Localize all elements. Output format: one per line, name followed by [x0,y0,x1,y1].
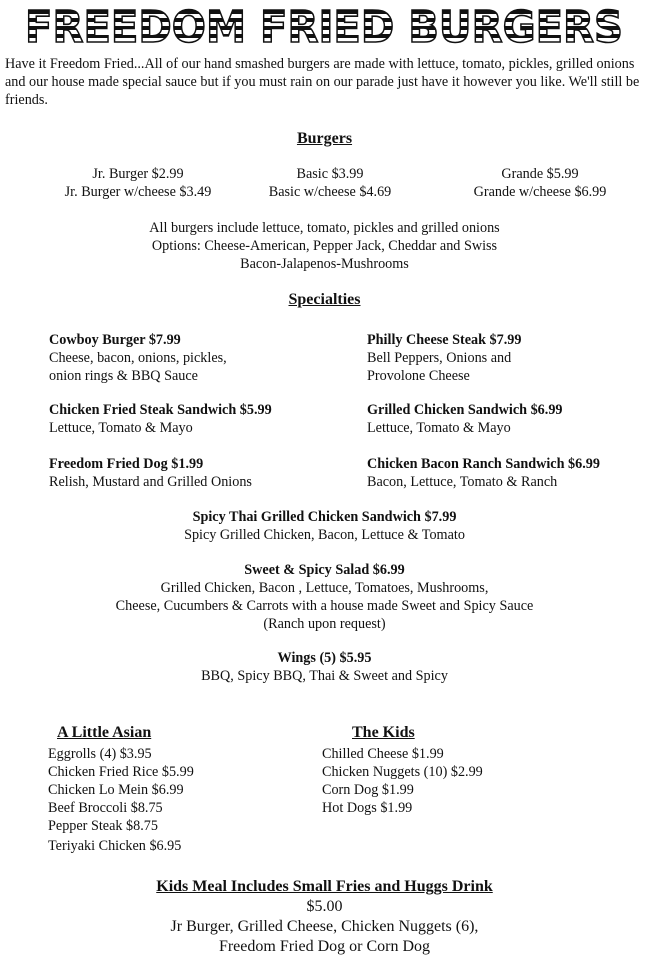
item-desc: Provolone Cheese [367,368,470,384]
list-item: Chicken Lo Mein $6.99 [48,782,184,798]
specialty-salad [0,561,649,633]
title-banner [0,2,649,48]
item-name: Wings (5) $5.95 [277,650,372,666]
item-desc: Spicy Grilled Chicken, Bacon, Lettuce & Tomato [184,527,465,543]
intro-text: Have it Freedom Fried...All of our hand smashed burgers are made with lettuce, tomato, pickles, grilled onions and our house made special sauce but if you must rain on our parade just have it however you like. We'll still be friends. [5,56,640,108]
item-desc: Cheese, Cucumbers & Carrots with a house made Sweet and Spicy Sauce [115,598,534,614]
menu-item: Grande w/cheese $6.99 [473,184,607,200]
list-item: Teriyaki Chicken $6.95 [48,838,182,854]
item-name: Chicken Bacon Ranch Sandwich $6.99 [367,456,600,472]
item-name: Grilled Chicken Sandwich $6.99 [367,402,563,418]
burgers-options: Options: Cheese-American, Pepper Jack, Cheddar and Swiss [151,238,498,254]
list-item: Hot Dogs $1.99 [322,800,413,816]
burgers-options-extra: Bacon-Jalapenos-Mushrooms [240,256,409,272]
menu-item: Jr. Burger $2.99 [92,166,184,182]
specialty-wings [0,649,649,685]
menu-item: Grande $5.99 [501,166,579,182]
kids-heading: The Kids [352,724,415,741]
kids-meal-heading: Kids Meal Includes Small Fries and Huggs Drink [156,878,493,895]
menu-item: Basic $3.99 [296,166,364,182]
list-item: Beef Broccoli $8.75 [48,800,163,816]
kids-meal-price: $5.00 [306,898,343,915]
item-desc: Cheese, bacon, onions, pickles, [49,350,227,366]
item-name: Philly Cheese Steak $7.99 [367,332,522,348]
asian-heading: A Little Asian [57,724,152,741]
item-desc: BBQ, Spicy BBQ, Thai & Sweet and Spicy [201,668,448,684]
specialty-grilled-chicken [367,401,563,437]
kids-meal-options-2: Freedom Fried Dog or Corn Dog [218,938,431,955]
menu-item: Jr. Burger w/cheese $3.49 [64,184,212,200]
item-name: Freedom Fried Dog $1.99 [49,456,204,472]
menu-item: Basic w/cheese $4.69 [268,184,392,200]
specialty-spicy-thai [0,508,649,544]
burgers-heading: Burgers [296,130,353,147]
item-desc: (Ranch upon request) [263,616,386,632]
list-item: Chicken Fried Rice $5.99 [48,764,194,780]
specialties-heading: Specialties [288,291,361,308]
list-item: Eggrolls (4) $3.95 [48,746,152,762]
item-desc: Grilled Chicken, Bacon , Lettuce, Tomatoes, Mushrooms, [160,580,489,596]
kids-meal-options: Jr Burger, Grilled Cheese, Chicken Nuggets (6), [170,918,479,935]
list-item: Chicken Nuggets (10) $2.99 [322,764,483,780]
list-item: Corn Dog $1.99 [322,782,414,798]
item-desc: Relish, Mustard and Grilled Onions [49,474,252,490]
item-desc: Bacon, Lettuce, Tomato & Ranch [367,474,558,490]
specialty-freedom-dog [49,455,252,491]
item-name: Chicken Fried Steak Sandwich $5.99 [49,402,272,418]
list-item: Pepper Steak $8.75 [48,818,158,834]
item-name: Cowboy Burger $7.99 [49,332,181,348]
list-item: Chilled Cheese $1.99 [322,746,444,762]
page-title: FREEDOM FRIED BURGERS [25,2,623,48]
item-desc: onion rings & BBQ Sauce [49,368,198,384]
specialty-chicken-fried-steak [49,401,272,437]
item-name: Spicy Thai Grilled Chicken Sandwich $7.99 [192,509,457,525]
item-desc: Bell Peppers, Onions and [367,350,512,366]
specialty-philly [367,331,521,385]
item-desc: Lettuce, Tomato & Mayo [49,420,193,436]
item-desc: Lettuce, Tomato & Mayo [367,420,511,436]
specialty-cowboy [49,331,227,385]
item-name: Sweet & Spicy Salad $6.99 [244,562,405,578]
specialty-chicken-bacon-ranch [367,455,600,491]
kids-list [322,745,483,817]
burgers-note: All burgers include lettuce, tomato, pickles and grilled onions [149,220,500,236]
asian-list [48,745,194,855]
